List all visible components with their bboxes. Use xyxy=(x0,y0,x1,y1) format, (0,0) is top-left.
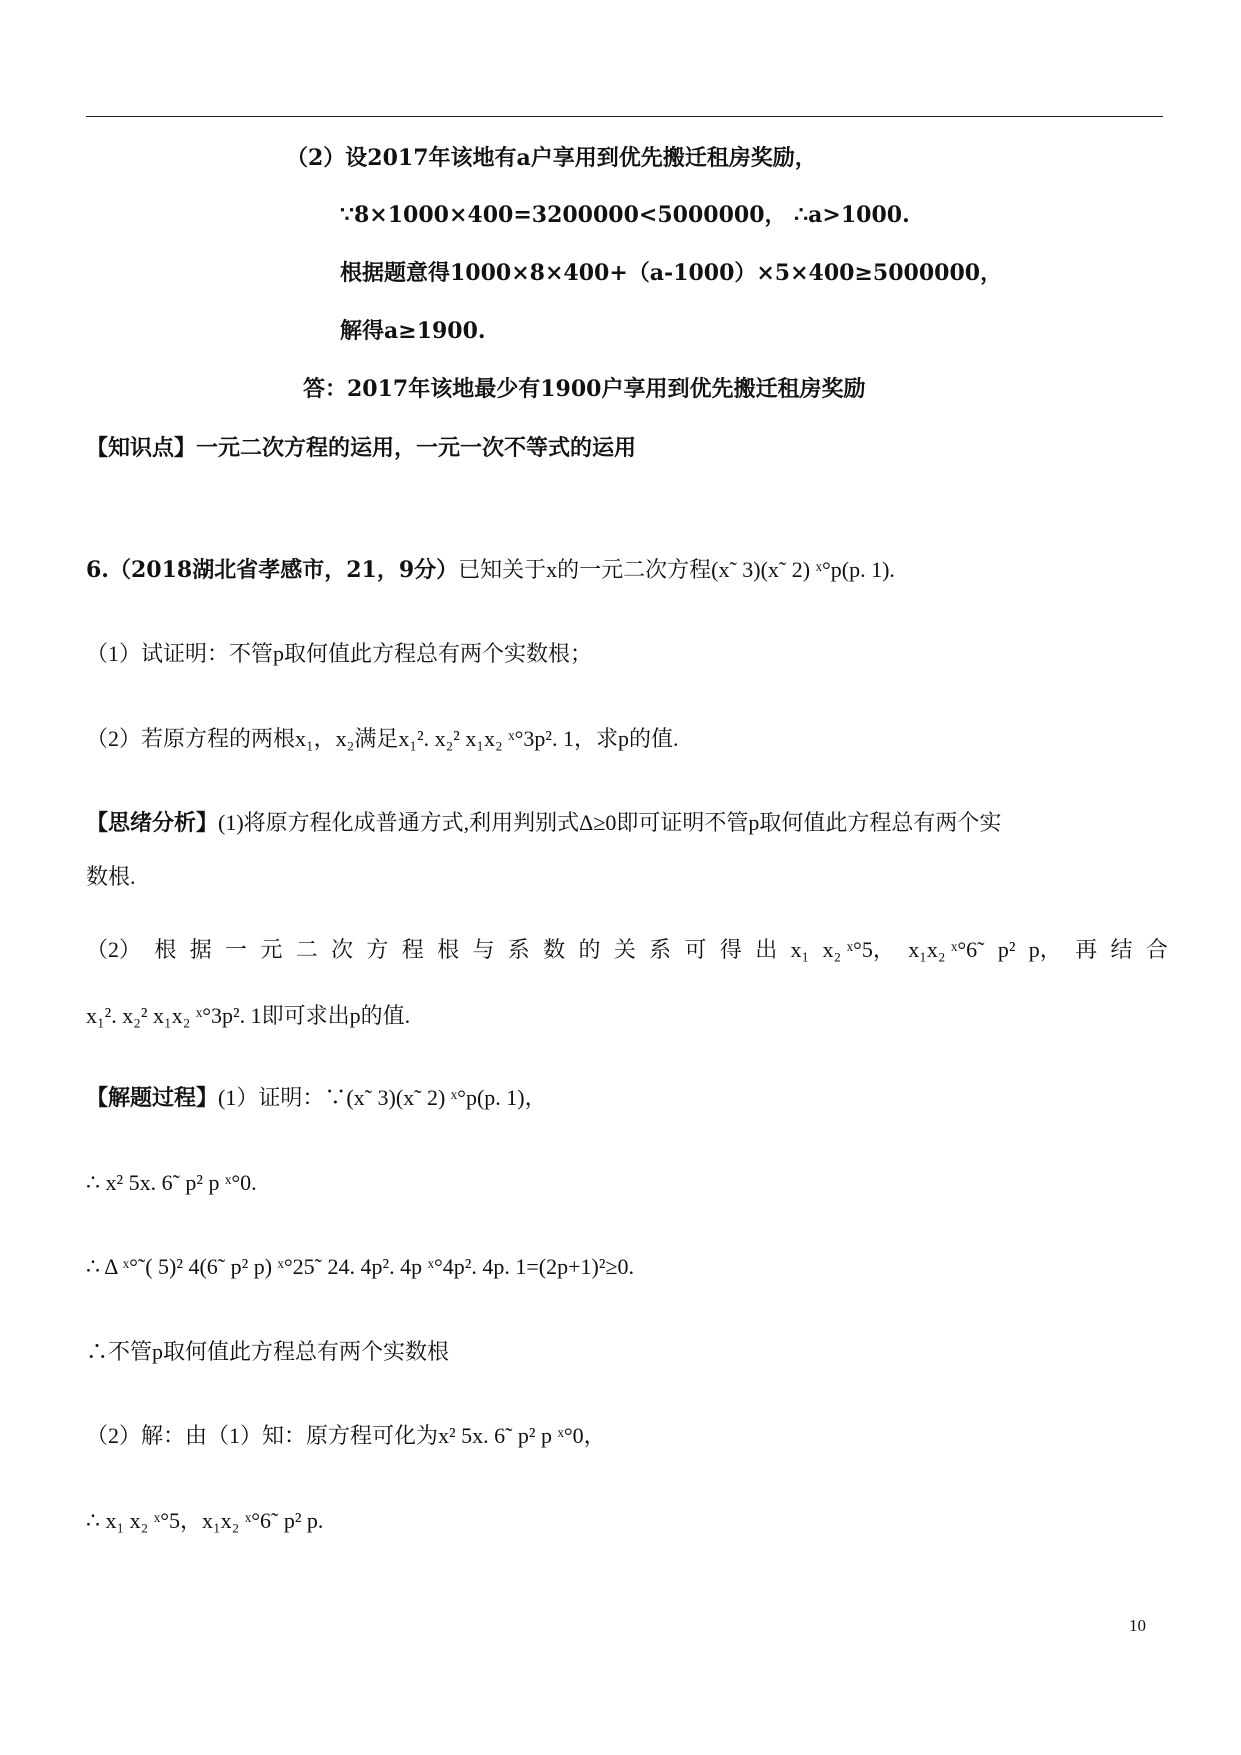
analysis-line-3-part: （2） xyxy=(86,937,142,962)
analysis-line-3-part: x₁x₂ ˣ°6˜ xyxy=(908,937,985,962)
analysis-line-2: 数根. xyxy=(86,864,136,889)
analysis-line-3-part: 二 xyxy=(295,937,318,962)
page-number: 10 xyxy=(1129,1616,1146,1635)
solution-process-line-1 xyxy=(86,1085,547,1112)
solution-vieta: ∴ x₁ x₂ ˣ°5，x₁x₂ ˣ°6˜ p² p. xyxy=(86,1508,324,1533)
solution-step-expand: ∴ x² 5x. 6˜ p² p ˣ°0. xyxy=(86,1170,257,1195)
analysis-line-3-part: 次 xyxy=(331,937,354,962)
analysis-line-3-part: 数 xyxy=(543,937,566,962)
solution-result: 解得a≥1900. xyxy=(340,318,486,344)
solution-part2-start: （2）解：由（1）知：原方程可化为x² 5x. 6˜ p² p ˣ°0， xyxy=(86,1423,606,1448)
analysis-line-3-part: 据 xyxy=(189,937,212,962)
solution-step-conclusion: ∴不管p取何值此方程总有两个实数根 xyxy=(86,1339,450,1364)
solution-process-text: (1）证明：∵(x˜ 3)(x˜ 2) ˣ°p(p. 1)， xyxy=(218,1085,547,1110)
analysis-line-3-part: x₁ xyxy=(790,937,810,962)
problem-6-label: 6.（2018湖北省孝感市，21，9分） xyxy=(86,557,459,583)
analysis-line-3-part: 与 xyxy=(472,937,495,962)
solution-equation: 根据题意得1000×8×400+（a-1000）×5×400≥5000000， xyxy=(340,260,1003,286)
analysis-line-3-part: 再 xyxy=(1075,937,1098,962)
analysis-line-3-part: 得 xyxy=(719,937,742,962)
solution-step-discriminant: ∴ Δ ˣ°˜( 5)² 4(6˜ p² p) ˣ°25˜ 24. 4p². 4p ˣ°4p². 4p. 1=(2p+1)²≥0. xyxy=(86,1254,634,1279)
analysis-line-3-part: 方 xyxy=(366,937,389,962)
answer-line: 答：2017年该地最少有1900户享用到优先搬迁租房奖励 xyxy=(303,376,866,402)
analysis-line-3-part: 的 xyxy=(578,937,601,962)
solution-inequality: ∵8×1000×400=3200000<5000000， ∴a>1000. xyxy=(340,202,910,228)
analysis-line-3-part: 可 xyxy=(684,937,707,962)
analysis-line-3-part: 系 xyxy=(507,937,530,962)
analysis-line-3-part: 一 xyxy=(225,937,248,962)
analysis-line-3-part: 出 xyxy=(755,937,778,962)
analysis-line-3-part: 元 xyxy=(260,937,283,962)
knowledge-point: 【知识点】一元二次方程的运用，一元一次不等式的运用 xyxy=(86,435,637,461)
analysis-line-1 xyxy=(86,810,1001,837)
analysis-line-4: x₁². x₂² x₁x₂ ˣ°3p². 1即可求出p的值. xyxy=(86,1003,411,1028)
analysis-line-3-part: 合 xyxy=(1145,937,1168,962)
analysis-line-3-part: 程 xyxy=(401,937,424,962)
analysis-line-3 xyxy=(86,937,1168,963)
analysis-line-3-part: 关 xyxy=(613,937,636,962)
analysis-line-3-part: 根 xyxy=(437,937,460,962)
problem-6-part1: （1）试证明：不管p取何值此方程总有两个实数根； xyxy=(86,641,593,666)
solution-part2-intro: （2）设2017年该地有a户享用到优先搬迁租房奖励， xyxy=(286,145,817,171)
analysis-text: (1)将原方程化成普通方式,利用判别式Δ≥0即可证明不管p取何值此方程总有两个实 xyxy=(218,810,1002,835)
problem-6-text: 已知关于x的一元二次方程(x˜ 3)(x˜ 2) ˣ°p(p. 1). xyxy=(458,557,895,582)
analysis-line-3-part: 根 xyxy=(154,937,177,962)
analysis-line-3-part: 系 xyxy=(649,937,672,962)
problem-6-statement xyxy=(86,557,895,584)
solution-process-label: 【解题过程】 xyxy=(86,1085,219,1111)
analysis-line-3-part: p， xyxy=(1028,937,1062,962)
header-rule xyxy=(86,116,1163,117)
analysis-line-3-part: x₂ ˣ°5， xyxy=(822,937,895,962)
analysis-label: 【思绪分析】 xyxy=(86,810,219,836)
analysis-line-3-part: p² xyxy=(997,937,1016,962)
problem-6-part2: （2）若原方程的两根x₁，x₂满足x₁². x₂² x₁x₂ ˣ°3p². 1，求p的值. xyxy=(86,726,679,751)
analysis-line-3-part: 结 xyxy=(1110,937,1133,962)
